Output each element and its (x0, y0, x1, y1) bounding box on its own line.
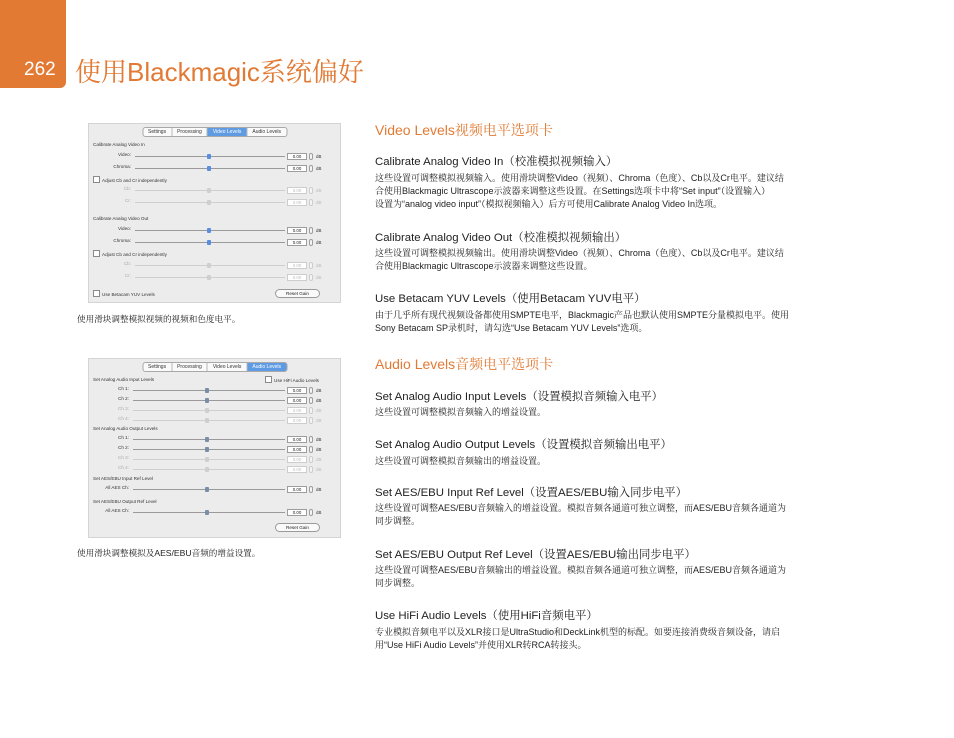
video-out-slider-knob[interactable] (207, 228, 211, 233)
analog-output-text: 这些设置可调整模拟音频输出的增益设置。 (375, 456, 547, 466)
betacam-levels-text: 由于几乎所有现代视频设备都使用SMPTE电平，Blackmagic产品也默认使用SMPTE分量模拟电平。使用 Sony Betacam SP录机时，请勾选“Use Betacam YUV Levels”选项。 (375, 310, 790, 333)
output-ch3-stepper[interactable] (309, 456, 313, 463)
video-in-slider-knob[interactable] (207, 154, 211, 159)
chroma-out-stepper[interactable] (309, 239, 313, 246)
aes-input-title: Set AES/EBU Input Ref Level（设置AES/EBU输入同步电平） (375, 487, 688, 499)
tab-video-levels[interactable]: Video Levels (208, 363, 248, 371)
aes-input-slider-knob[interactable] (205, 487, 209, 492)
input-ch3-slider-track[interactable] (133, 410, 285, 411)
video-levels-screenshot (88, 123, 341, 303)
tab-settings[interactable]: Settings (143, 128, 172, 136)
chroma-in-unit: dB (316, 166, 322, 171)
aes-input-value[interactable]: 0.00 (287, 486, 307, 493)
video-out-unit: dB (316, 228, 322, 233)
tab-video-levels[interactable]: Video Levels (208, 128, 248, 136)
video-out-label: Video: (118, 226, 131, 231)
aes-input-slider-track[interactable] (133, 489, 285, 490)
output-ch4-label: Ch 4: (118, 465, 129, 470)
input-ch1-label: Ch 1: (118, 386, 129, 391)
aes-output-slider-track[interactable] (133, 512, 285, 513)
output-ch1-slider-knob[interactable] (205, 437, 209, 442)
input-ch2-slider-track[interactable] (133, 400, 285, 401)
preferences-tabs (142, 362, 287, 372)
page-number: 262 (24, 59, 56, 80)
cr-out-slider-knob[interactable] (207, 275, 211, 280)
output-ch4-slider-track[interactable] (133, 469, 285, 470)
chroma-out-unit: dB (316, 240, 322, 245)
input-ch3-stepper[interactable] (309, 407, 313, 414)
aes-input-stepper[interactable] (309, 486, 313, 493)
input-ch3-slider-knob[interactable] (205, 408, 209, 413)
tab-audio-levels[interactable]: Audio Levels (252, 129, 281, 135)
output-ch2-unit: dB (316, 447, 322, 452)
cb-in-slider-knob[interactable] (207, 188, 211, 193)
output-ch1-label: Ch 1: (118, 435, 129, 440)
cb-in-stepper[interactable] (309, 187, 313, 194)
aes-output-value[interactable]: 0.00 (287, 509, 307, 516)
audio-output-section-title: Set Analog Audio Output Levels (93, 426, 158, 431)
screenshot2-caption: 使用滑块调整模拟及AES/EBU音频的增益设置。 (77, 548, 261, 558)
output-ch2-label: Ch 2: (118, 445, 129, 450)
video-levels-heading: Video Levels视频电平选项卡 (375, 122, 553, 138)
cr-out-label: Cr: (124, 273, 131, 278)
cb-in-unit: dB (316, 188, 322, 193)
video-out-stepper[interactable] (309, 227, 313, 234)
output-ch3-value[interactable]: 0.00 (287, 456, 307, 463)
input-ch2-label: Ch 2: (118, 396, 129, 401)
cr-out-stepper[interactable] (309, 274, 313, 281)
input-ch4-value[interactable]: 0.00 (287, 417, 307, 424)
input-ch4-unit: dB (316, 418, 322, 423)
reset-gain-button[interactable]: Reset Gain (275, 523, 320, 532)
output-ch2-slider-knob[interactable] (205, 447, 209, 452)
output-ch1-stepper[interactable] (309, 436, 313, 443)
input-ch4-stepper[interactable] (309, 417, 313, 424)
input-ch1-unit: dB (316, 388, 322, 393)
output-ch4-unit: dB (316, 467, 322, 472)
video-in-stepper[interactable] (309, 153, 313, 160)
input-ch3-label: Ch 3: (118, 406, 129, 411)
aes-output-text: 这些设置可调整AES/EBU音频输出的增益设置。模拟音频各通道可独立调整，而AES/EBU音频各通道为 同步调整。 (375, 565, 787, 588)
chroma-out-value[interactable]: 0.00 (287, 239, 307, 246)
cr-in-label: Cr: (124, 198, 131, 203)
adjust-in-checkbox[interactable]: Adjust Cb and Cr independently (93, 176, 167, 183)
reset-gain-button[interactable]: Reset Gain (275, 289, 320, 298)
input-ch2-value[interactable]: 0.00 (287, 397, 307, 404)
cb-in-label: Cb: (123, 186, 131, 191)
input-ch3-unit: dB (316, 408, 322, 413)
input-ch4-label: Ch 4: (118, 416, 129, 421)
betacam-checkbox[interactable]: Use Betacam YUV Levels (93, 290, 155, 297)
output-ch4-stepper[interactable] (309, 466, 313, 473)
analog-input-text: 这些设置可调整模拟音频输入的增益设置。 (375, 407, 547, 417)
chroma-out-label: Chroma: (113, 238, 131, 243)
hifi-checkbox[interactable]: Use HiFi Audio Levels (265, 376, 319, 383)
cr-in-stepper[interactable] (309, 199, 313, 206)
aes-output-section-title: Set AES/EBU Output Ref Level (93, 499, 157, 504)
preferences-tabs (142, 127, 287, 137)
output-ch1-unit: dB (316, 437, 322, 442)
video-in-value[interactable]: 0.00 (287, 153, 307, 160)
output-ch4-value[interactable]: 0.00 (287, 466, 307, 473)
analog-input-title: Set Analog Audio Input Levels（设置模拟音频输入电平） (375, 391, 664, 403)
input-ch1-slider-knob[interactable] (205, 388, 209, 393)
output-ch3-unit: dB (316, 457, 322, 462)
output-ch1-value[interactable]: 0.00 (287, 436, 307, 443)
analog-output-title: Set Analog Audio Output Levels（设置模拟音频输出电平） (375, 439, 672, 451)
hifi-text: 专业模拟音频电平以及XLR接口是UltraStudio和DeckLink机型的标配。如要连接消费级音频设备，请启 用“Use HiFi Audio Levels”并使用XLR转RCA转接头。 (375, 627, 781, 650)
chroma-in-value[interactable]: 0.00 (287, 165, 307, 172)
cr-in-slider-knob[interactable] (207, 200, 211, 205)
cr-out-unit: dB (316, 275, 322, 280)
output-ch3-label: Ch 3: (118, 455, 129, 460)
adjust-out-checkbox[interactable]: Adjust Cb and Cr independently (93, 250, 167, 257)
video-in-unit: dB (316, 154, 322, 159)
output-ch2-stepper[interactable] (309, 446, 313, 453)
input-ch1-value[interactable]: 0.00 (287, 387, 307, 394)
cr-out-value[interactable]: 0.00 (287, 274, 307, 281)
tab-audio-levels[interactable]: Audio Levels (247, 363, 286, 371)
input-ch4-slider-track[interactable] (133, 420, 285, 421)
output-ch4-slider-knob[interactable] (205, 467, 209, 472)
input-ch2-stepper[interactable] (309, 397, 313, 404)
cb-out-stepper[interactable] (309, 262, 313, 269)
cr-in-value[interactable]: 0.00 (287, 199, 307, 206)
input-ch4-slider-knob[interactable] (205, 418, 209, 423)
calibrate-in-section-title: Calibrate Analog Video In (93, 142, 145, 147)
page-title: 使用Blackmagic系统偏好 (75, 57, 364, 87)
cb-out-value[interactable]: 0.00 (287, 262, 307, 269)
chroma-in-label: Chroma: (113, 164, 131, 169)
betacam-levels-title: Use Betacam YUV Levels（使用Betacam YUV电平） (375, 293, 646, 305)
aes-input-text: 这些设置可调整AES/EBU音频输入的增益设置。模拟音频各通道可独立调整，而AES/EBU音频各通道为 同步调整。 (375, 503, 787, 526)
chroma-in-slider-knob[interactable] (207, 166, 211, 171)
output-ch3-slider-track[interactable] (133, 459, 285, 460)
calibrate-out-section-title: Calibrate Analog Video Out (93, 216, 149, 221)
input-ch3-value[interactable]: 0.00 (287, 407, 307, 414)
calibrate-video-in-text: 这些设置可调整模拟视频输入。使用滑块调整Video（视频）、Chroma（色度）、Cb以及Cr电平。建议结 合使用Blackmagic Ultrascope示波器来调整这些设置。在Settings选项卡中将“Set input”（设置输入） 设置为“analog video input”（模拟视频输入）后方可使用Calibrate Analog Video In选项。 (375, 173, 784, 209)
output-ch3-slider-knob[interactable] (205, 457, 209, 462)
aes-input-section-title: Set AES/EBU Input Ref Level (93, 476, 154, 481)
video-out-value[interactable]: 0.00 (287, 227, 307, 234)
hifi-title: Use HiFi Audio Levels（使用HiFi音频电平） (375, 610, 598, 622)
output-ch2-value[interactable]: 0.00 (287, 446, 307, 453)
cb-in-value[interactable]: 0.00 (287, 187, 307, 194)
tab-processing[interactable]: Processing (172, 128, 208, 136)
audio-levels-heading: Audio Levels音频电平选项卡 (375, 356, 554, 372)
aes-input-unit: dB (316, 487, 322, 492)
calibrate-video-out-title: Calibrate Analog Video Out（校准模拟视频输出） (375, 232, 627, 244)
cb-out-label: Cb: (123, 261, 131, 266)
cb-out-unit: dB (316, 263, 322, 268)
output-ch1-slider-track[interactable] (133, 439, 285, 440)
video-in-label: Video: (118, 152, 131, 157)
tab-processing[interactable]: Processing (172, 363, 208, 371)
audio-input-section-title: Set Analog Audio Input Levels (93, 377, 155, 382)
input-ch1-stepper[interactable] (309, 387, 313, 394)
aes-output-title: Set AES/EBU Output Ref Level（设置AES/EBU输出同步电平） (375, 549, 696, 561)
aes-input-label: All AES Ch: (105, 485, 129, 490)
aes-output-slider-knob[interactable] (205, 510, 209, 515)
aes-output-label: All AES Ch: (105, 508, 129, 513)
aes-output-unit: dB (316, 510, 322, 515)
cr-in-unit: dB (316, 200, 322, 205)
input-ch2-slider-knob[interactable] (205, 398, 209, 403)
calibrate-video-in-title: Calibrate Analog Video In（校准模拟视频输入） (375, 156, 618, 168)
calibrate-video-out-text: 这些设置可调整模拟视频输出。使用滑块调整Video（视频）、Chroma（色度）、Cb以及Cr电平。建议结 合使用Blackmagic Ultrascope示波器来调整这些设置。 (375, 248, 784, 271)
screenshot1-caption: 使用滑块调整模拟视频的视频和色度电平。 (77, 314, 241, 324)
output-ch2-slider-track[interactable] (133, 449, 285, 450)
cb-out-slider-knob[interactable] (207, 263, 211, 268)
chroma-in-stepper[interactable] (309, 165, 313, 172)
aes-output-stepper[interactable] (309, 509, 313, 516)
input-ch1-slider-track[interactable] (133, 390, 285, 391)
input-ch2-unit: dB (316, 398, 322, 403)
audio-levels-screenshot (88, 358, 341, 538)
chroma-out-slider-knob[interactable] (207, 240, 211, 245)
tab-settings[interactable]: Settings (143, 363, 172, 371)
